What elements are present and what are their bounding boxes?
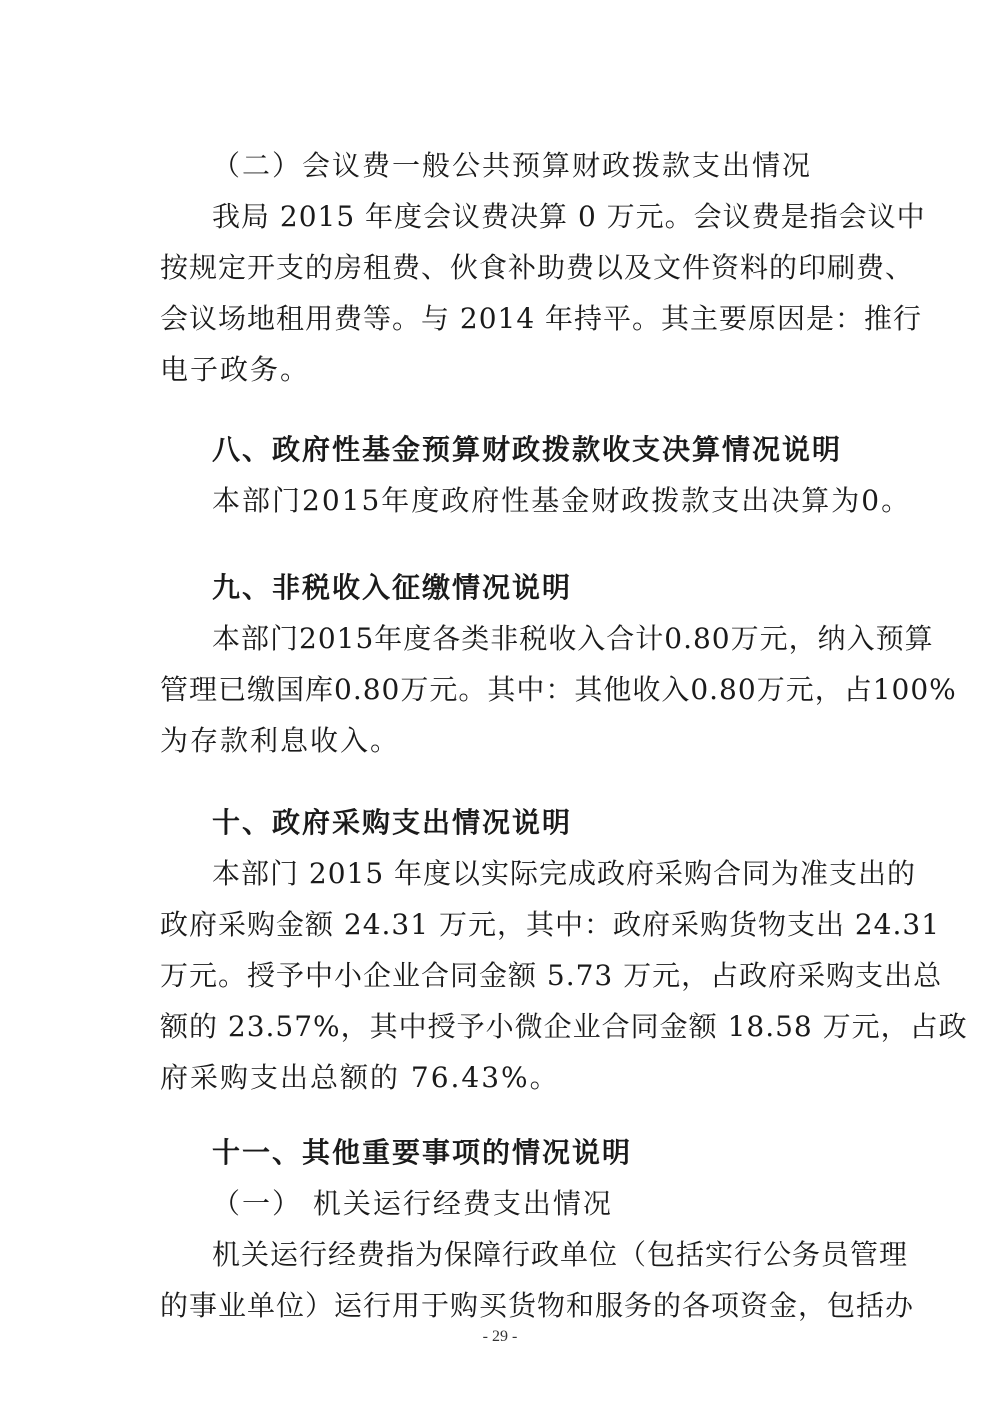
- section-heading: 十、政府采购支出情况说明: [212, 806, 573, 839]
- section-non-tax-revenue: [160, 562, 957, 766]
- paragraph-line: 府采购支出总额的 76.43%。: [160, 1061, 560, 1094]
- page-number: - 29 -: [482, 1328, 518, 1345]
- paragraph-line: 万元。授予中小企业合同金额 5.73 万元，占政府采购支出总: [160, 959, 943, 992]
- section-government-procurement: [160, 797, 968, 1103]
- paragraph-line: 会议场地租用费等。与 2014 年持平。其主要原因是：推行: [160, 302, 923, 335]
- paragraph-line: 为存款利息收入。: [160, 724, 401, 757]
- section-heading: 九、非税收入征缴情况说明: [212, 571, 573, 604]
- paragraph-line: 本部门2015年度各类非税收入合计0.80万元，纳入预算: [212, 622, 934, 655]
- sub-heading: （一） 机关运行经费支出情况: [212, 1187, 613, 1220]
- paragraph-line: 额的 23.57%，其中授予小微企业合同金额 18.58 万元，占政: [160, 1010, 968, 1043]
- section-heading: （二）会议费一般公共预算财政拨款支出情况: [212, 149, 813, 182]
- paragraph-line: 电子政务。: [160, 353, 311, 386]
- paragraph-line: 我局 2015 年度会议费决算 0 万元。会议费是指会议中: [212, 200, 926, 233]
- section-other-matters: [160, 1127, 915, 1331]
- paragraph-line: 的事业单位）运行用于购买货物和服务的各项资金，包括办: [160, 1289, 915, 1322]
- section-heading: 八、政府性基金预算财政拨款收支决算情况说明: [212, 433, 843, 466]
- paragraph-line: 本部门 2015 年度以实际完成政府采购合同为准支出的: [212, 857, 917, 890]
- section-government-funds: [160, 424, 912, 526]
- section-heading: 十一、其他重要事项的情况说明: [212, 1136, 633, 1169]
- paragraph-line: 本部门2015年度政府性基金财政拨款支出决算为0。: [212, 484, 912, 517]
- paragraph-line: 管理已缴国库0.80万元。其中：其他收入0.80万元，占100%: [160, 673, 957, 706]
- section-meeting-fees: [160, 140, 926, 395]
- paragraph-line: 政府采购金额 24.31 万元，其中：政府采购货物支出 24.31: [160, 908, 941, 941]
- paragraph-line: 按规定开支的房租费、伙食补助费以及文件资料的印刷费、: [160, 251, 915, 284]
- paragraph-line: 机关运行经费指为保障行政单位（包括实行公务员管理: [212, 1238, 909, 1271]
